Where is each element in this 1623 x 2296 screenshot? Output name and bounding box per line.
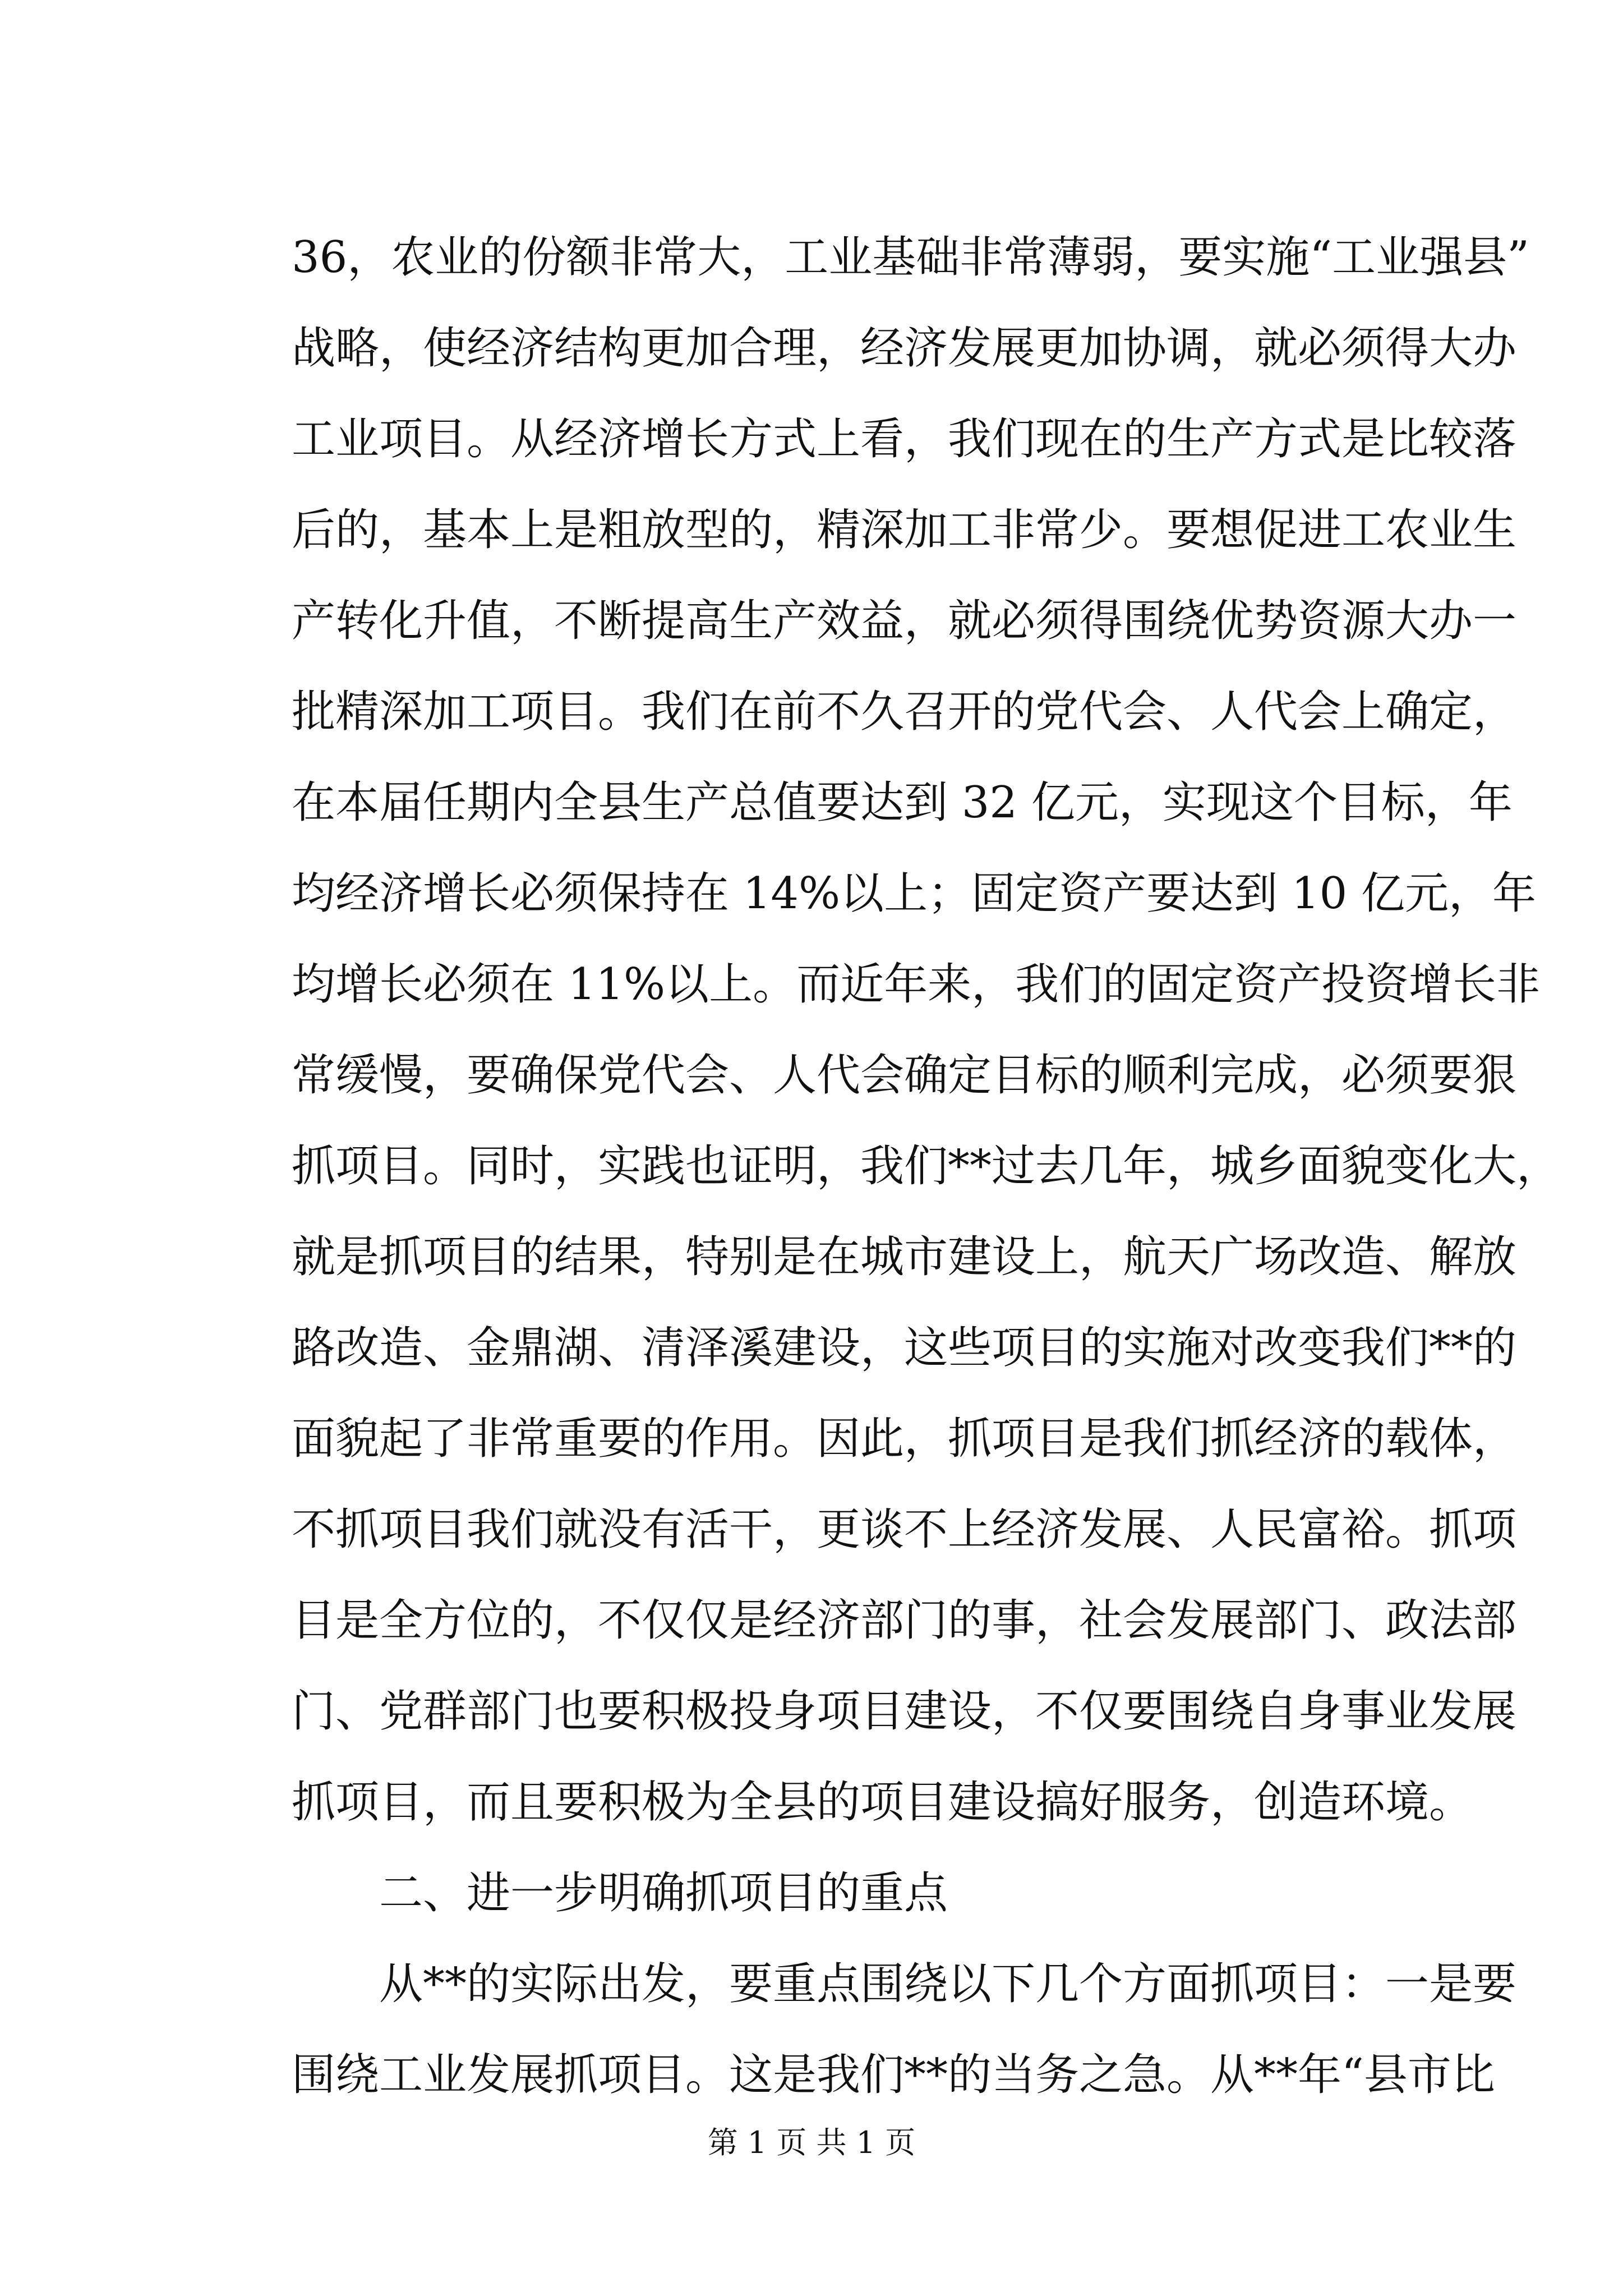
paragraph-line: 路改造、金鼎湖、清泽溪建设，这些项目的实施对改变我们**的 bbox=[292, 1323, 1517, 1373]
paragraph-line: 围绕工业发展抓项目。这是我们**的当务之急。从**年“县市比 bbox=[292, 2050, 1495, 2100]
paragraph-line: 均增长必须在 11%以上。而近年来，我们的固定资产投资增长非 bbox=[292, 959, 1541, 1010]
paragraph-line: 面貌起了非常重要的作用。因此，抓项目是我们抓经济的载体， bbox=[292, 1414, 1517, 1464]
paragraph-line: 门、党群部门也要积极投身项目建设，不仅要围绕自身事业发展 bbox=[292, 1686, 1517, 1737]
paragraph-line: 工业项目。从经济增长方式上看，我们现在的生产方式是比较落 bbox=[292, 414, 1517, 464]
paragraph-line: 从**的实际出发，要重点围绕以下几个方面抓项目：一是要 bbox=[379, 1959, 1517, 2009]
paragraph-line: 就是抓项目的结果，特别是在城市建设上，航天广场改造、解放 bbox=[292, 1232, 1517, 1282]
page-footer: 第 1 页 共 1 页 bbox=[707, 2125, 916, 2160]
paragraph-line: 不抓项目我们就没有活干，更谈不上经济发展、人民富裕。抓项 bbox=[292, 1504, 1517, 1555]
body-text bbox=[292, 212, 1561, 2120]
section-heading: 二、进一步明确抓项目的重点 bbox=[379, 1868, 948, 1918]
paragraph-line: 均经济增长必须保持在 14%以上；固定资产要达到 10 亿元，年 bbox=[292, 868, 1537, 919]
paragraph-line: 在本届任期内全县生产总值要达到 32 亿元，实现这个目标，年 bbox=[292, 777, 1513, 828]
paragraph-line: 36，农业的份额非常大，工业基础非常薄弱，要实施“工业强县” bbox=[292, 232, 1530, 283]
paragraph-line: 批精深加工项目。我们在前不久召开的党代会、人代会上确定， bbox=[292, 687, 1517, 737]
paragraph-line: 产转化升值，不断提高生产效益，就必须得围绕优势资源大办一 bbox=[292, 596, 1517, 646]
paragraph-line: 战略，使经济结构更加合理，经济发展更加协调，就必须得大办 bbox=[292, 323, 1517, 374]
paragraph-line: 抓项目。同时，实践也证明，我们**过去几年，城乡面貌变化大， bbox=[292, 1141, 1561, 1191]
paragraph-line: 后的，基本上是粗放型的，精深加工非常少。要想促进工农业生 bbox=[292, 505, 1517, 555]
paragraph-line: 常缓慢，要确保党代会、人代会确定目标的顺利完成，必须要狠 bbox=[292, 1050, 1517, 1101]
paragraph-line: 抓项目，而且要积极为全县的项目建设搞好服务，创造环境。 bbox=[292, 1777, 1473, 1828]
paragraph-line: 目是全方位的，不仅仅是经济部门的事，社会发展部门、政法部 bbox=[292, 1595, 1517, 1646]
